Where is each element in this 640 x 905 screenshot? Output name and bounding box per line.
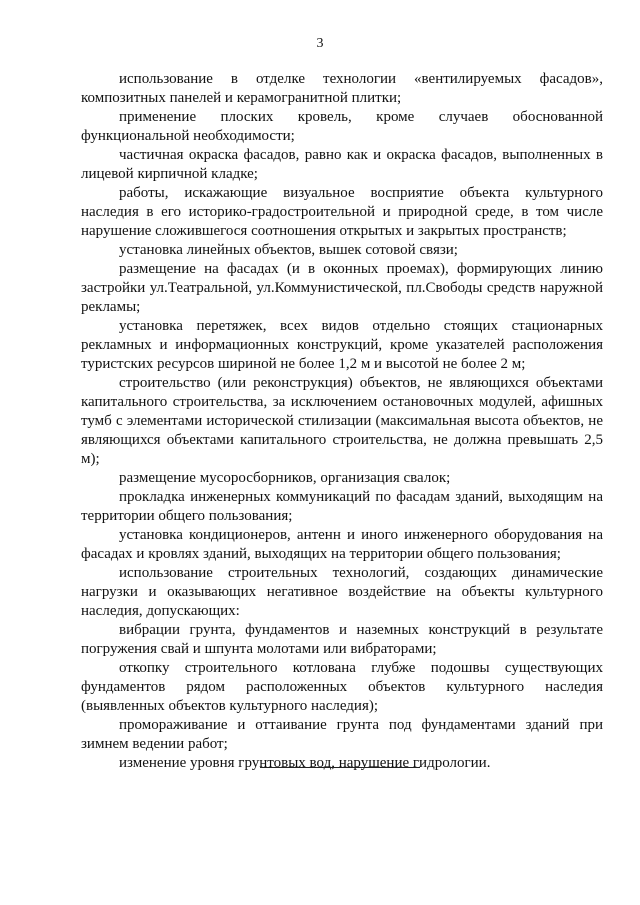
document-body [81,70,603,773]
paragraph: изменение уровня грунтовых вод, нарушение гидрологии. [119,755,491,771]
paragraph: установка перетяжек, всех видов отдельно стоящих стационарных рекламных и информационных конструкций, кроме указателей расположения туристских ресурсов шириной не более 1,2 м и высотой не более 2 м; [81,318,603,372]
paragraph: прокладка инженерных коммуникаций по фасадам зданий, выходящим на территории общего пользования; [81,489,603,524]
paragraph: вибрации грунта, фундаментов и наземных конструкций в результате погружения свай и шпунта молотами или вибраторами; [81,622,603,657]
end-separator-line [260,767,420,768]
paragraph: частичная окраска фасадов, равно как и окраска фасадов, выполненных в лицевой кирпичной кладке; [81,147,603,182]
paragraph: размещение мусоросборников, организация свалок; [119,470,451,486]
paragraph: промораживание и оттаивание грунта под фундаментами зданий при зимнем ведении работ; [81,717,603,752]
paragraph: размещение на фасадах (и в оконных проемах), формирующих линию застройки ул.Театральной, ул.Коммунистической, пл.Свободы средств наружной рекламы; [81,261,603,315]
paragraph: строительство (или реконструкция) объектов, не являющихся объектами капитального строительства, за исключением остановочных модулей, афишных тумб с элементами исторической стилизации (максимальная высота объектов, не являющихся объектами капитального строительства, не должна превышать 2,5 м); [81,375,603,467]
paragraph: работы, искажающие визуальное восприятие объекта культурного наследия в его историко-градостроительной и природной среде, в том числе нарушение сложившегося соотношения открытых и закрытых пространств; [81,185,603,239]
paragraph: откопку строительного котлована глубже подошвы существующих фундаментов рядом расположенных объектов культурного наследия (выявленных объектов культурного наследия); [81,660,603,714]
paragraph: применение плоских кровель, кроме случаев обоснованной функциональной необходимости; [81,109,603,144]
paragraph: установка линейных объектов, вышек сотовой связи; [119,242,458,258]
paragraph: использование строительных технологий, создающих динамические нагрузки и оказывающих негативное воздействие на объекты культурного наследия, допускающих: [81,565,603,619]
paragraph: использование в отделке технологии «вентилируемых фасадов», композитных панелей и керамогранитной плитки; [81,71,603,106]
page-number: 3 [316,36,324,51]
paragraph: установка кондиционеров, антенн и иного инженерного оборудования на фасадах и кровлях зданий, выходящих на территории общего пользования; [81,527,603,562]
